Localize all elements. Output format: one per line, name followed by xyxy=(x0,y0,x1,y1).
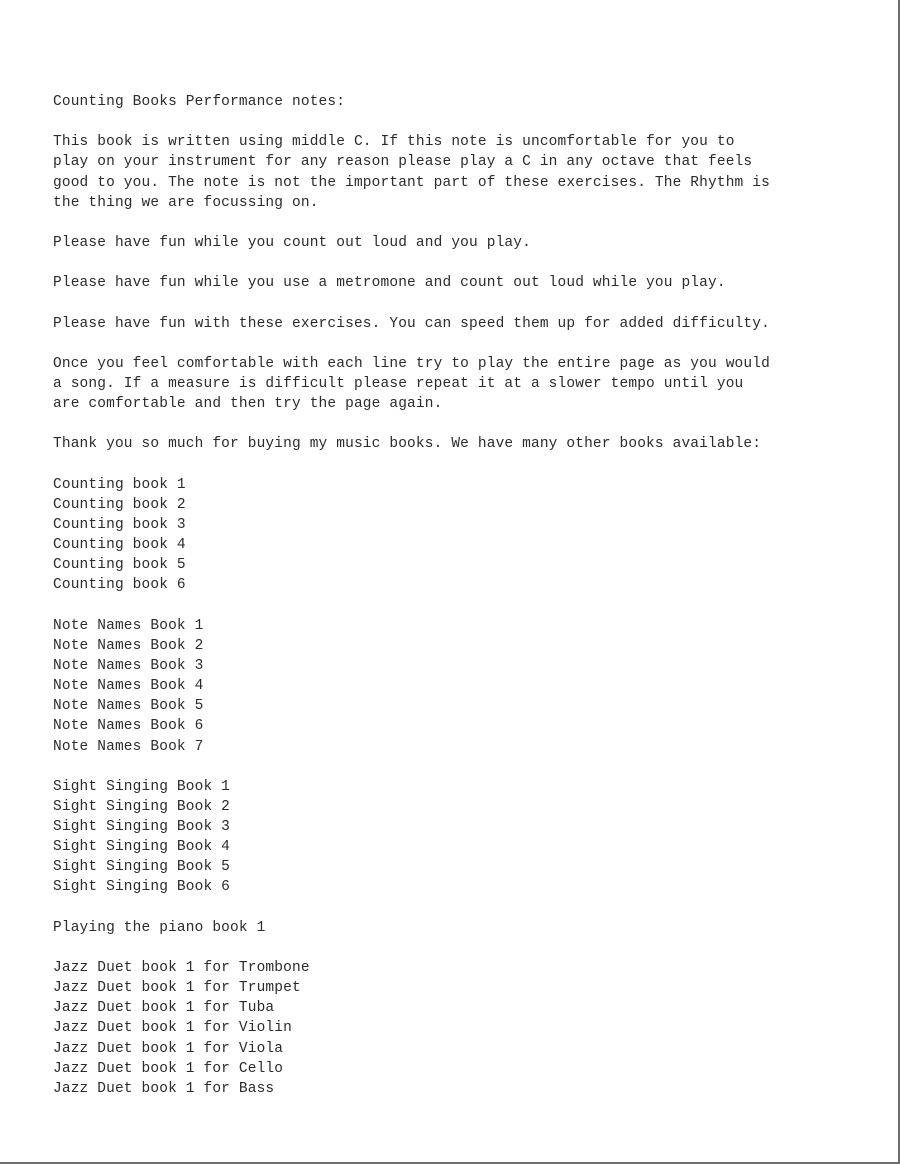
list-item: Note Names Book 4 xyxy=(53,678,204,695)
list-item: Sight Singing Book 4 xyxy=(53,839,231,856)
spacer xyxy=(53,455,883,475)
spacer xyxy=(53,938,883,958)
list-item: Jazz Duet book 1 for Viola xyxy=(53,1040,284,1057)
list-item: Jazz Duet book 1 for Trumpet xyxy=(53,980,301,997)
spacer xyxy=(53,757,883,777)
jazz-duet-books-list xyxy=(53,958,883,1099)
list-item: Sight Singing Book 5 xyxy=(53,859,231,876)
spacer xyxy=(53,253,883,273)
tip-line: Please have fun while you use a metromone and count out loud while you play. xyxy=(53,275,726,292)
tip-paragraph-4 xyxy=(53,354,883,414)
heading-block xyxy=(53,92,883,112)
thanks-line: Thank you so much for buying my music books. We have many other books available: xyxy=(53,436,762,453)
spacer xyxy=(53,898,883,918)
tip-line: Once you feel comfortable with each line try to play the entire page as you would xyxy=(53,355,770,372)
spacer xyxy=(53,334,883,354)
tip-line: Please have fun with these exercises. You can speed them up for added difficulty. xyxy=(53,315,770,332)
list-item: Sight Singing Book 1 xyxy=(53,778,231,795)
piano-books-list xyxy=(53,918,883,938)
tip-paragraph-2 xyxy=(53,273,883,293)
list-item: Counting book 5 xyxy=(53,557,186,574)
list-item: Counting book 4 xyxy=(53,537,186,554)
list-item: Sight Singing Book 6 xyxy=(53,879,231,896)
list-item: Sight Singing Book 2 xyxy=(53,798,231,815)
spacer xyxy=(53,414,883,434)
tip-line: Please have fun while you count out loud and you play. xyxy=(53,234,531,251)
intro-line: the thing we are focussing on. xyxy=(53,194,319,211)
list-item: Note Names Book 2 xyxy=(53,637,204,654)
list-item: Sight Singing Book 3 xyxy=(53,819,231,836)
tip-line: a song. If a measure is difficult please repeat it at a slower tempo until you xyxy=(53,375,744,392)
spacer xyxy=(53,112,883,132)
thanks-paragraph xyxy=(53,434,883,454)
list-item: Counting book 2 xyxy=(53,496,186,513)
list-item: Counting book 6 xyxy=(53,577,186,594)
document-body xyxy=(53,92,883,1099)
list-item: Jazz Duet book 1 for Cello xyxy=(53,1060,284,1077)
tip-line: are comfortable and then try the page again. xyxy=(53,396,443,413)
intro-line: play on your instrument for any reason please play a C in any octave that feels xyxy=(53,154,753,171)
document-heading: Counting Books Performance notes: xyxy=(53,94,346,110)
list-item: Note Names Book 5 xyxy=(53,698,204,715)
list-item: Note Names Book 1 xyxy=(53,617,204,634)
tip-paragraph-1 xyxy=(53,233,883,253)
list-item: Jazz Duet book 1 for Trombone xyxy=(53,960,310,977)
intro-line: good to you. The note is not the important part of these exercises. The Rhythm is xyxy=(53,174,770,191)
intro-line: This book is written using middle C. If this note is uncomfortable for you to xyxy=(53,134,735,151)
list-item: Counting book 1 xyxy=(53,476,186,493)
counting-books-list xyxy=(53,475,883,596)
sight-singing-books-list xyxy=(53,777,883,898)
list-item: Note Names Book 6 xyxy=(53,718,204,735)
tip-paragraph-3 xyxy=(53,314,883,334)
list-item: Jazz Duet book 1 for Violin xyxy=(53,1020,292,1037)
list-item: Note Names Book 3 xyxy=(53,657,204,674)
list-item: Counting book 3 xyxy=(53,516,186,533)
list-item: Jazz Duet book 1 for Tuba xyxy=(53,1000,275,1017)
spacer xyxy=(53,293,883,313)
spacer xyxy=(53,213,883,233)
note-names-books-list xyxy=(53,616,883,757)
intro-paragraph xyxy=(53,132,883,213)
list-item: Playing the piano book 1 xyxy=(53,919,266,936)
list-item: Jazz Duet book 1 for Bass xyxy=(53,1080,275,1097)
list-item: Note Names Book 7 xyxy=(53,738,204,755)
spacer xyxy=(53,596,883,616)
